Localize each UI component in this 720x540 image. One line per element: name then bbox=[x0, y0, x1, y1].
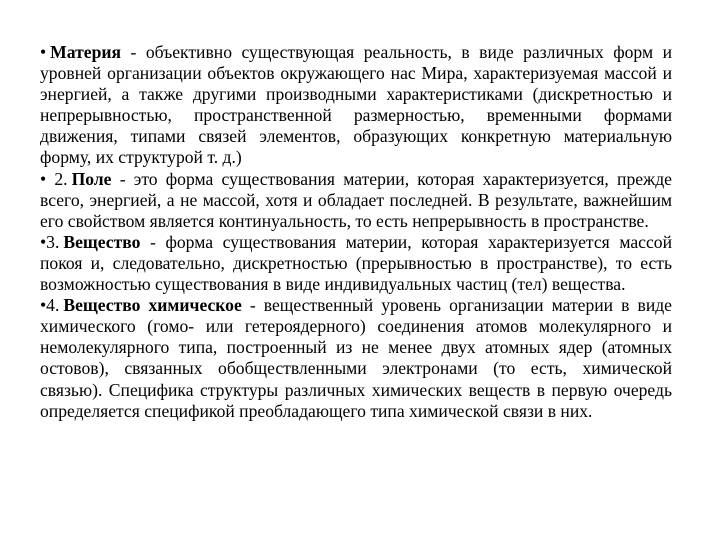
bullet: • 2. bbox=[40, 168, 68, 189]
term-veshchestvo: Вещество bbox=[63, 231, 141, 252]
definition-text: - форма существования материи, которая характеризуется массой покоя и, следовательно, дискретностью (прерывностью в пространстве), то есть возможностью существования в виде индивидуальных частиц (тел) вещества. bbox=[40, 231, 672, 295]
definition-veshchestvo-khimicheskoe bbox=[40, 295, 672, 422]
definition-pole bbox=[40, 169, 672, 232]
bullet: •3. bbox=[40, 231, 60, 252]
term-pole: Поле bbox=[71, 168, 112, 189]
definition-materia bbox=[40, 42, 672, 169]
bullet: • bbox=[40, 42, 47, 62]
term-veshchestvo-khimicheskoe: Вещество химическое bbox=[63, 295, 242, 316]
definition-text: - объективно существующая реальность, в виде различных форм и уровней организации объектов окружающего нас Мира, характеризуемая массой и энергией, а также другими производными характеристиками (дискретностью и непрерывностью, пространственной размерностью, временными формами движения, типами связей элементов, образующих конкретную материальную форму, их структурой т. д.) bbox=[40, 42, 672, 168]
definition-text: - это форма существования материи, которая характеризуется, прежде всего, энергией, а не массой, хотя и обладает последней. В результате, важнейшим его свойством является континуальность, то есть непрерывность в пространстве. bbox=[40, 168, 672, 231]
bullet: •4. bbox=[40, 295, 60, 316]
definition-text: - вещественный уровень организации материи в виде химического (гомо- или гетероядерного) соединения атомов молекулярного и немолекулярного типа, построенный из не менее двух атомных ядер (атомных остовов), связанных обобществленными электронами (то есть, химической связью). Специфика структуры различных химических веществ в первую очередь определяется спецификой преобладающего типа химической связи в них. bbox=[40, 295, 672, 421]
term-materia: Материя bbox=[50, 42, 122, 62]
definition-veshchestvo bbox=[40, 232, 672, 295]
